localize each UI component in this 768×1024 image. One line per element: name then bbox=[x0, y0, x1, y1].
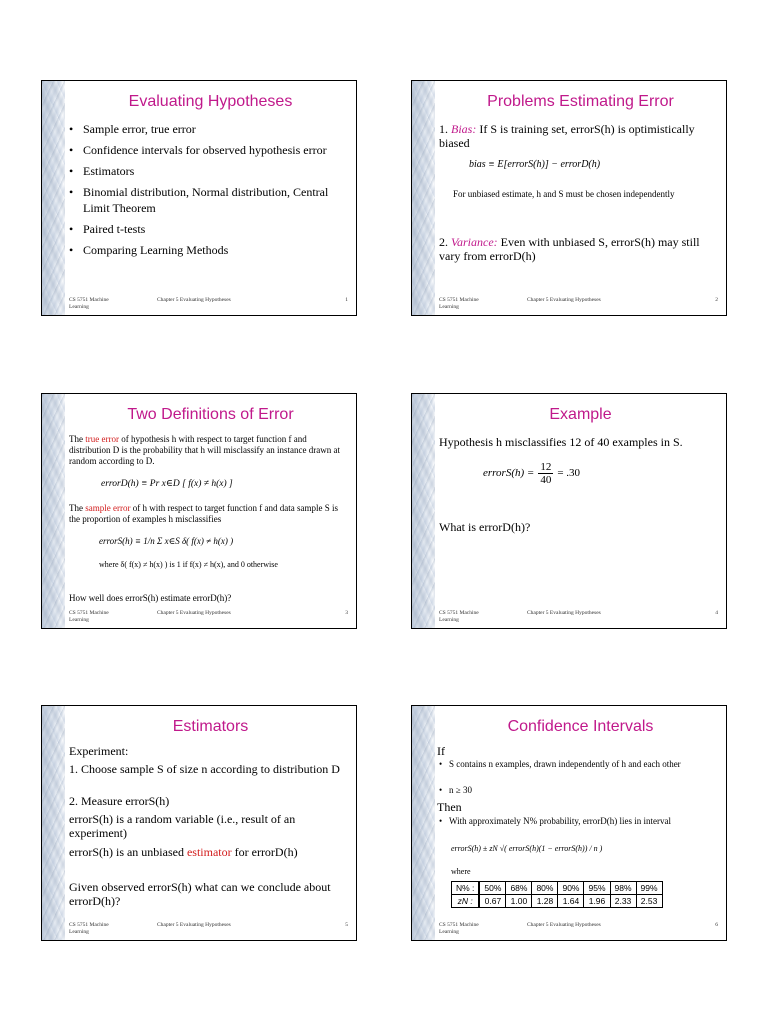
table-row bbox=[452, 895, 663, 908]
true-error-equation: errorD(h) ≡ Pr x∈D [ f(x) ≠ h(x) ] bbox=[101, 479, 233, 489]
footer-chapter: Chapter 5 Evaluating Hypotheses bbox=[157, 610, 231, 616]
list-item: • Estimators bbox=[69, 163, 348, 179]
table-cell: 1.64 bbox=[558, 895, 584, 908]
footer-chapter: Chapter 5 Evaluating Hypotheses bbox=[527, 297, 601, 303]
footer-course: CS 5751 Machine Learning bbox=[439, 297, 479, 310]
unbiased-estimator-note bbox=[69, 845, 348, 859]
bullet-list bbox=[69, 121, 348, 263]
list-item: • Binomial distribution, Normal distribution, Central Limit Theorem bbox=[69, 184, 348, 216]
item-number: 1. bbox=[439, 122, 448, 136]
definition-text: of hypothesis h with respect to target function f and distribution D is the probability that h will misclassify an instance drawn at random according to D. bbox=[69, 434, 340, 466]
condition-text: n ≥ 30 bbox=[449, 785, 472, 795]
estimate-question: How well does errorS(h) estimate errorD(h)? bbox=[69, 593, 232, 603]
step-2: 2. Measure errorS(h) bbox=[69, 794, 170, 808]
estimator-question: Given observed errorS(h) what can we conclude about errorD(h)? bbox=[69, 880, 331, 908]
condition-2 bbox=[437, 785, 718, 796]
slide-title: Confidence Intervals bbox=[507, 718, 654, 735]
where-label: where bbox=[451, 867, 471, 876]
bias-text: If S is training set, errorS(h) is optimistically biased bbox=[439, 122, 695, 150]
estimator-prefix: errorS(h) is an unbiased bbox=[69, 845, 184, 859]
sample-error-definition bbox=[69, 503, 348, 525]
item-number: 2. bbox=[439, 235, 448, 249]
table-cell: 68% bbox=[506, 882, 532, 895]
fraction bbox=[538, 461, 553, 486]
slide-4 bbox=[411, 393, 727, 629]
footer-course: CS 5751 Machine Learning bbox=[439, 922, 479, 935]
list-item: • Confidence intervals for observed hypothesis error bbox=[69, 142, 348, 158]
footer-course: CS 5751 Machine Learning bbox=[69, 610, 109, 623]
variance-text: Even with unbiased S, errorS(h) may still vary from errorD(h) bbox=[439, 235, 700, 263]
slide-number: 4 bbox=[715, 610, 718, 616]
table-cell: 0.67 bbox=[479, 895, 506, 908]
variance-item bbox=[439, 235, 718, 263]
footer-chapter: Chapter 5 Evaluating Hypotheses bbox=[527, 610, 601, 616]
step-1: 1. Choose sample S of size n according to distribution D bbox=[69, 762, 340, 776]
slide-title: Example bbox=[549, 406, 612, 423]
slide-title: Two Definitions of Error bbox=[127, 406, 294, 423]
table-cell: 98% bbox=[610, 882, 636, 895]
list-item: • Comparing Learning Methods bbox=[69, 242, 348, 258]
condition-1 bbox=[437, 759, 718, 770]
slide-title: Evaluating Hypotheses bbox=[128, 93, 293, 110]
equation-rhs: = .30 bbox=[557, 467, 581, 479]
definition-prefix: The bbox=[69, 434, 83, 444]
then-heading: Then bbox=[437, 800, 462, 814]
fraction-denominator: 40 bbox=[540, 473, 552, 486]
table-cell: 50% bbox=[479, 882, 506, 895]
slide-background-decoration bbox=[412, 706, 435, 940]
example-question: What is errorD(h)? bbox=[439, 520, 531, 534]
footer-course: CS 5751 Machine Learning bbox=[439, 610, 479, 623]
bias-label: Bias: bbox=[451, 122, 477, 136]
estimator-term: estimator bbox=[186, 845, 232, 859]
confidence-interval-equation: errorS(h) ± zN √( errorS(h)(1 − errorS(h)) / n ) bbox=[451, 844, 603, 853]
condition-text: S contains n examples, drawn independently of h and each other bbox=[449, 759, 681, 769]
bullet-icon: • bbox=[439, 816, 443, 826]
slide-6 bbox=[411, 705, 727, 941]
table-cell: 90% bbox=[558, 882, 584, 895]
slide-3 bbox=[41, 393, 357, 629]
footer-chapter: Chapter 5 Evaluating Hypotheses bbox=[157, 297, 231, 303]
slide-5 bbox=[41, 705, 357, 941]
sample-error-term: sample error bbox=[85, 503, 131, 513]
table-cell: 80% bbox=[532, 882, 558, 895]
conclusion bbox=[437, 816, 718, 827]
random-variable-note: errorS(h) is a random variable (i.e., result of an experiment) bbox=[69, 812, 296, 840]
footer-course: CS 5751 Machine Learning bbox=[69, 922, 109, 935]
conclusion-text: With approximately N% probability, errorD(h) lies in interval bbox=[449, 816, 671, 826]
slide-background-decoration bbox=[42, 706, 65, 940]
z-values-table bbox=[451, 881, 663, 908]
slide-number: 3 bbox=[345, 610, 348, 616]
equation-lhs: errorS(h) = bbox=[483, 467, 535, 479]
table-header-confidence: N% : bbox=[452, 882, 480, 895]
true-error-definition bbox=[69, 434, 348, 467]
slide-title: Problems Estimating Error bbox=[487, 93, 674, 110]
unbiased-note: For unbiased estimate, h and S must be chosen independently bbox=[453, 189, 675, 199]
table-cell: 2.33 bbox=[610, 895, 636, 908]
slide-background-decoration bbox=[42, 394, 65, 628]
sample-error-equation: errorS(h) ≡ 1/n Σ x∈S δ( f(x) ≠ h(x) ) bbox=[99, 536, 234, 546]
definition-text: of h with respect to target function f and data sample S is the proportion of examples h misclassifies bbox=[69, 503, 339, 524]
slide-background-decoration bbox=[412, 81, 435, 315]
bias-equation: bias ≡ E[errorS(h)] − errorD(h) bbox=[469, 159, 601, 170]
table-cell: 95% bbox=[584, 882, 610, 895]
bias-item bbox=[439, 122, 718, 150]
sample-error-equation bbox=[483, 456, 580, 490]
slide-background-decoration bbox=[412, 394, 435, 628]
definition-prefix: The bbox=[69, 503, 83, 513]
footer-chapter: Chapter 5 Evaluating Hypotheses bbox=[157, 922, 231, 928]
table-cell: 99% bbox=[636, 882, 662, 895]
slide-number: 5 bbox=[345, 922, 348, 928]
bullet-icon: • bbox=[439, 759, 443, 769]
list-item: • Sample error, true error bbox=[69, 121, 348, 137]
slide-title: Estimators bbox=[172, 718, 249, 735]
slide-number: 6 bbox=[715, 922, 718, 928]
slide-1 bbox=[41, 80, 357, 316]
footer-course: CS 5751 Machine Learning bbox=[69, 297, 109, 310]
true-error-term: true error bbox=[85, 434, 119, 444]
table-cell: 1.00 bbox=[506, 895, 532, 908]
bullet-icon: • bbox=[439, 785, 443, 795]
table-cell: 1.28 bbox=[532, 895, 558, 908]
list-item: • Paired t-tests bbox=[69, 221, 348, 237]
footer-chapter: Chapter 5 Evaluating Hypotheses bbox=[527, 922, 601, 928]
slide-background-decoration bbox=[42, 81, 65, 315]
table-row bbox=[452, 882, 663, 895]
example-statement: Hypothesis h misclassifies 12 of 40 examples in S. bbox=[439, 435, 683, 449]
table-cell: 2.53 bbox=[636, 895, 662, 908]
slide-number: 2 bbox=[715, 297, 718, 303]
variance-label: Variance: bbox=[451, 235, 498, 249]
table-header-z: zN : bbox=[452, 895, 480, 908]
fraction-numerator: 12 bbox=[540, 460, 552, 473]
estimator-suffix: for errorD(h) bbox=[234, 845, 298, 859]
table-cell: 1.96 bbox=[584, 895, 610, 908]
delta-definition: where δ( f(x) ≠ h(x) ) is 1 if f(x) ≠ h(x), and 0 otherwise bbox=[99, 560, 278, 569]
if-heading: If bbox=[437, 744, 445, 758]
experiment-heading: Experiment: bbox=[69, 744, 129, 758]
slide-number: 1 bbox=[345, 297, 348, 303]
slide-2 bbox=[411, 80, 727, 316]
